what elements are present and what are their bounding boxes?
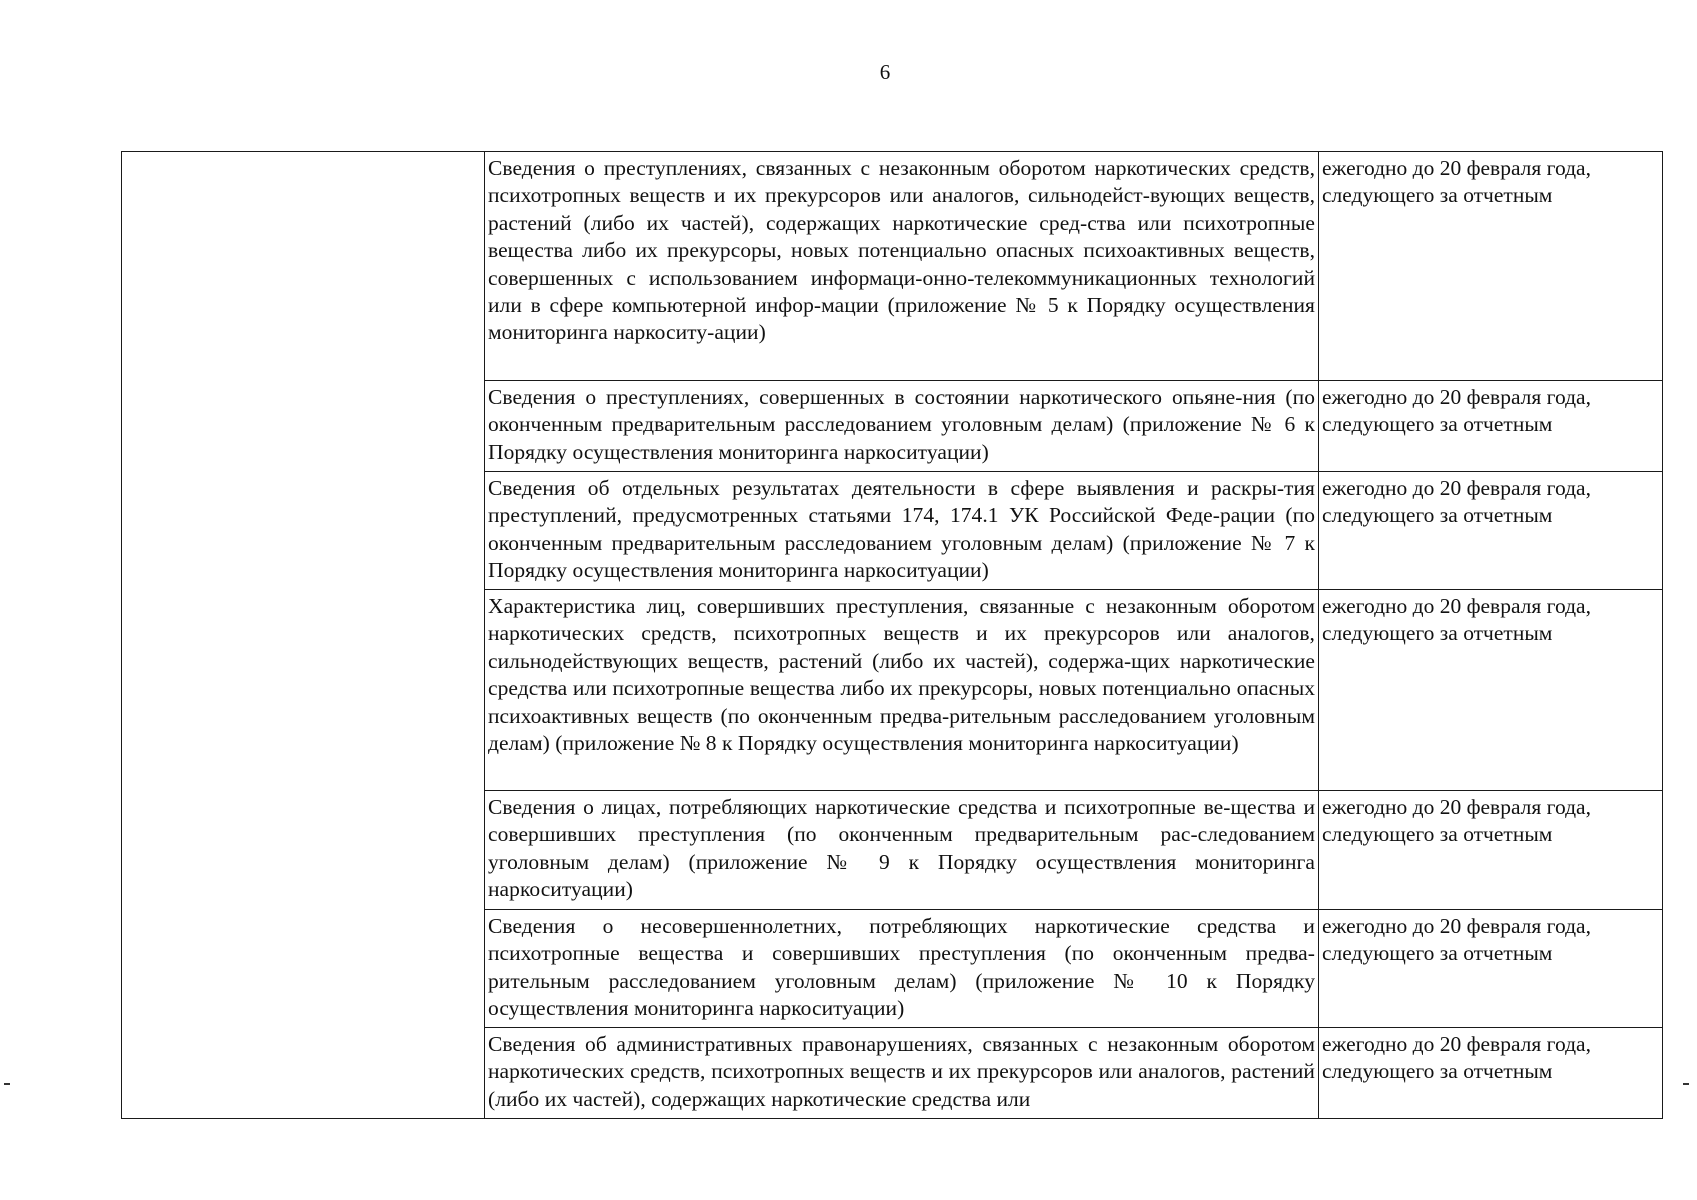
description-cell: Сведения о лицах, потребляющих наркотические средства и психотропные ве-щества и совершивших преступления (по оконченным предварительным рас-следованием уголовным делам) (приложение № 9 к Порядку осуществления мониторинга наркоситуации): [485, 791, 1319, 910]
description-cell: Сведения о преступлениях, совершенных в состоянии наркотического опьяне-ния (по оконченным предварительным расследованием уголовным делам) (приложение № 6 к Порядку осуществления мониторинга наркоситуации): [485, 381, 1319, 472]
deadline-cell: ежегодно до 20 февраля года, следующего за отчетным: [1319, 152, 1663, 381]
page-number: 6: [879, 60, 891, 84]
deadline-cell: ежегодно до 20 февраля года, следующего за отчетным: [1319, 590, 1663, 791]
deadline-cell: ежегодно до 20 февраля года, следующего за отчетным: [1319, 910, 1663, 1028]
description-cell: Сведения о несовершеннолетних, потребляющих наркотические средства и психотропные вещества и совершивших преступления (по оконченным предва-рительным расследованием уголовным делам) (приложение № 10 к Порядку осуществления мониторинга наркоситуации): [485, 910, 1319, 1028]
deadline-cell: ежегодно до 20 февраля года, следующего за отчетным: [1319, 381, 1663, 472]
description-cell: Сведения о преступлениях, связанных с незаконным оборотом наркотических средств, психотропных веществ и их прекурсоров или аналогов, сильнодейст-вующих веществ, растений (либо их частей), содержащих наркотические сред-ства или психотропные вещества либо их прекурсоры, новых потенциально опасных психоактивных веществ, совершенных с использованием информаци-онно-телекоммуникационных технологий или в сфере компьютерной инфор-мации (приложение № 5 к Порядку осуществления мониторинга наркоситу-ации): [485, 152, 1319, 381]
scan-margin-mark: [1683, 1083, 1689, 1085]
description-cell: Сведения об административных правонарушениях, связанных с незаконным оборотом наркотических средств, психотропных веществ и их прекурсоров или аналогов, растений (либо их частей), содержащих наркотические средства или: [485, 1028, 1319, 1119]
description-cell: Характеристика лиц, совершивших преступления, связанные с незаконным оборотом наркотических средств, психотропных веществ и их прекурсоров или аналогов, сильнодействующих веществ, растений (либо их частей), содержа-щих наркотические средства или психотропные вещества либо их прекурсоры, новых потенциально опасных психоактивных веществ (по оконченным предва-рительным расследованием уголовным делам) (приложение № 8 к Порядку осуществления мониторинга наркоситуации): [485, 590, 1319, 791]
deadline-cell: ежегодно до 20 февраля года, следующего за отчетным: [1319, 791, 1663, 910]
deadline-cell: ежегодно до 20 февраля года, следующего за отчетным: [1319, 472, 1663, 590]
description-cell: Сведения об отдельных результатах деятельности в сфере выявления и раскры-тия преступлений, предусмотренных статьями 174, 174.1 УК Российской Феде-рации (по оконченным предварительным расследованием уголовным делам) (приложение № 7 к Порядку осуществления мониторинга наркоситуации): [485, 472, 1319, 590]
scan-margin-mark: [4, 1083, 10, 1085]
table-row: [122, 152, 1663, 381]
deadline-cell: ежегодно до 20 февраля года, следующего за отчетным: [1319, 1028, 1663, 1119]
empty-cell: [122, 152, 485, 1119]
reporting-table: [121, 151, 1663, 1119]
